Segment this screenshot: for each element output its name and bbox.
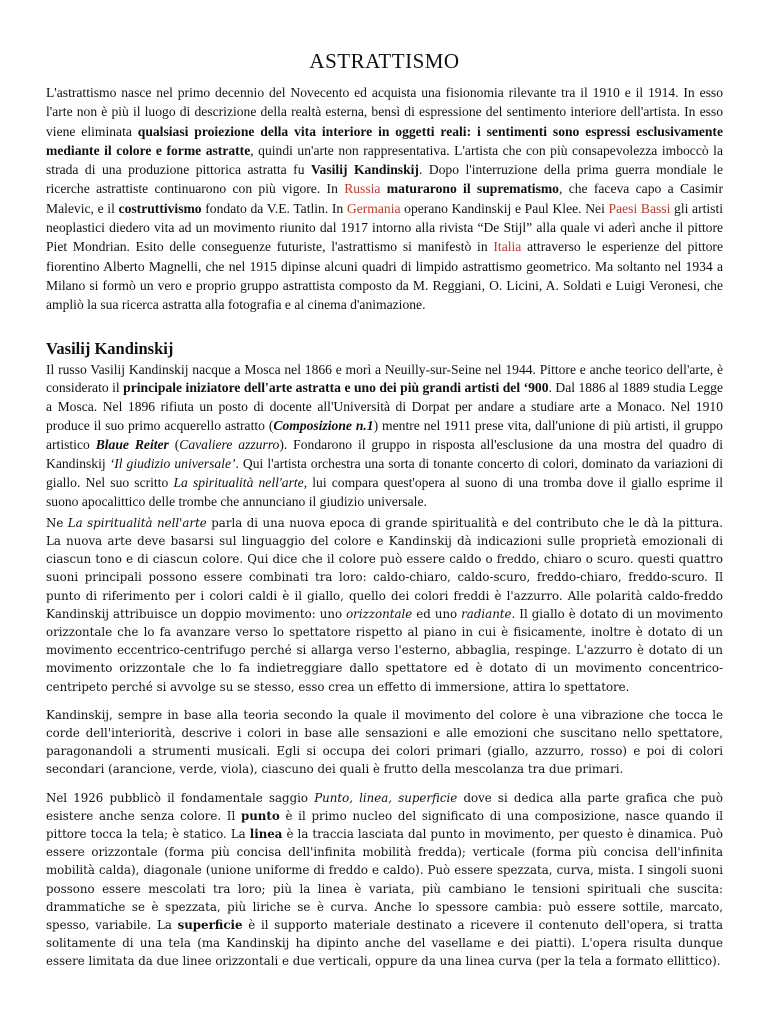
text-run: gli artisti neoplastici diedero vita ad un movimento riunito dal 1917 intorno alla rivista “De Stijl” alla quale vi aderì anche il pittore Piet Mondrian. Esito delle conseguenze futuriste, l'astrattismo si manifestò in <box>46 200 724 255</box>
text-run: Kandinskij, sempre in base alla teoria secondo la quale il movimento del colore è una vibrazione che tocca le corde dell'interiorità, descrive i colori in base alle sensazioni e alle emozioni che suscitano nello spettatore, paragonandoli a strumenti musicali. Egli si occupa dei colori primari (giallo, azzurro, rosso) e poi di colori secondari (arancione, verde, viola), ciascuno dei quali è frutto della mescolanza tra due primari. <box>46 707 723 777</box>
kandinskij-bio-paragraph <box>46 361 723 512</box>
text-run: La spiritualità nell'arte <box>67 515 207 530</box>
text-run: fondato da V.E. Tatlin. In <box>201 200 347 216</box>
text-run: . Qui l'artista orchestra una sorta di tonante concerto di colori, dominato da variazioni di giallo. Nel suo scritto <box>46 456 723 490</box>
text-run: ). Fondarono il gruppo in risposta all'esclusione da una mostra del quadro di Kandinskij <box>46 437 723 472</box>
text-run: Italia <box>493 239 522 255</box>
punto-linea-superficie-paragraph <box>46 789 723 971</box>
text-run: . Dopo l'interruzione della prima guerra mondiale le ricerche astrattiste continuarono con più vigore. In <box>46 162 723 197</box>
text-run: Cavaliere azzurro <box>179 437 280 453</box>
text-run: ed uno <box>412 606 462 621</box>
text-run: , quindi un'arte non rappresentativa. L'artista che con più consapevolezza imboccò la strada di una produzione pittorica astratta fu <box>46 142 723 178</box>
text-run: Punto, linea, superficie <box>314 790 458 805</box>
colori-paragraph <box>46 706 723 779</box>
text-run: Germania <box>346 200 401 216</box>
text-run: costruttivismo <box>118 200 202 216</box>
text-run: qualsiasi proiezione della vita interiore in oggetti reali: i sentimenti sono espressi esclusivamente mediante il colore e forme astratte <box>46 123 723 158</box>
text-run: radiante <box>461 606 512 621</box>
text-run: linea <box>249 827 283 842</box>
text-run: ‘Il giudizio universale’ <box>109 456 236 472</box>
text-run: è il primo nucleo del significato di una composizione, nasce quando il pittore tocca la tela; è statico. La <box>46 808 723 842</box>
text-run: . Dal 1886 al 1889 studia Legge a Mosca. Nel 1896 rifiuta un posto di docente all'Università di Dorpat per andare a studiare arte a Monaco. Nel 1910 produce il suo primo acquerello astratto ( <box>46 380 723 434</box>
text-run: ) mentre nel 1911 prese vita, dall'unione di più artisti, il gruppo artistico <box>46 418 723 453</box>
text-run: dove si dedica alla parte grafica che può esistere anche senza colore. Il <box>46 790 724 823</box>
text-run: è la traccia lasciata dal punto in movimento, per questo è dinamica. Può essere orizzontale (forma più concisa dell'infinita mobilità fredda); verticale (forma più concisa dell'infinita mobilità calda), diagonale (unione uniforme di freddo e caldo). Può essere spezzata, curva, mista. I singoli suoni possono essere mescolati tra loro; più la linea è variata, più cambiano le tensioni spirituali che suscita: drammatiche se è spezzata, più liriche se è curva. Anche lo spessore cambia: può essere sottile, marcato, spesso, variabile. La <box>46 827 723 933</box>
text-run: maturarono il suprematismo <box>386 181 559 197</box>
text-run: ( <box>168 437 180 453</box>
text-run: Vasilij Kandinskij <box>310 162 419 178</box>
text-run: Il russo Vasilij Kandinskij nacque a Mosca nel 1866 e morì a Neuilly-sur-Seine nel 1944. Pittore e anche teorico dell'arte, è considerato il <box>46 361 723 396</box>
text-run: , lui compara quest'opera al suono di una tromba dove il giallo esprime il suono apocalittico delle trombe che annunciano il giudizio universale. <box>46 475 723 509</box>
text-run: Nel 1926 pubblicò il fondamentale saggio <box>46 790 315 805</box>
text-run: , che faceva capo a Casimir Malevic, e il <box>46 181 723 216</box>
text-run: operano Kandinskij e Paul Klee. Nei <box>400 200 609 216</box>
document-title: ASTRATTISMO <box>309 49 460 73</box>
text-run: L'astrattismo nasce nel primo decennio del Novecento ed acquista una fisionomia rilevante tra il 1910 e il 1914. In esso l'arte non è più il luogo di descrizione della realtà esterna, bensì di espressione del sentimento interiore dell'artista. In esso viene eliminata <box>46 85 723 139</box>
text-run: principale iniziatore dell'arte astratta e uno dei più grandi artisti del ‘900 <box>123 380 549 396</box>
spiritualita-paragraph <box>46 514 723 696</box>
text-run: Composizione n.1 <box>273 418 374 434</box>
section-heading-kandinskij: Vasilij Kandinskij <box>46 338 174 358</box>
text-run: . Il giallo è dotato di un movimento orizzontale che lo fa avanzare verso lo spettatore rispetto al piano in cui è fisicamente, inoltre è dotato di un movimento eccentrico-centrifugo perché si allarga verso l'esterno, abbaglia, respinge. L'azzurro è dotato di un movimento orizzontale che lo fa indietreggiare dallo spettatore ed è dotato di un movimento concentrico-centripeto perché si avvolge su se stesso, esso crea un effetto di immersione, attira lo spettatore. <box>46 606 723 694</box>
text-run: punto <box>240 808 280 823</box>
text-run: Ne <box>46 515 68 530</box>
text-run: Blaue Reiter <box>95 437 169 453</box>
text-run: orizzontale <box>346 606 413 621</box>
text-run: superficie <box>177 918 243 933</box>
text-run: Paesi Bassi <box>608 200 671 216</box>
text-run: è il supporto materiale destinato a ricevere il contenuto dell'opera, si tratta solitamente di una tela (ma Kandinskij ha dipinto anche del vasellame e dei piatti). L'opera risulta dunque essere limitata da due linee orizzontali e due verticali, oppure da una linea curva (per la tela a formato ellittico). <box>46 918 723 969</box>
intro-paragraph <box>46 83 723 315</box>
text-run: attraverso le esperienze del pittore fiorentino Alberto Magnelli, che nel 1915 dipinse alcuni quadri di limpido astrattismo geometrico. Ma soltanto nel 1934 a Milano si formò un vero e proprio gruppo astrattista composto da M. Reggiani, O. Licini, A. Soldati e Luigi Veronesi, che ampliò la sua ricerca astratta alla fotografia e al cinema d'animazione. <box>46 239 723 313</box>
text-run: La spiritualità nell'arte <box>173 475 304 490</box>
text-run: parla di una nuova epoca di grande spiritualità e del contributo che le dà la pittura. La nuova arte deve basarsi sul linguaggio del colore e Kandinskij dà indicazioni sulle proprietà emozionali di ciascun tono e di ciascun colore. Qui dice che il colore può essere caldo o freddo, chiaro o scuro. questi quattro suoni principali possono essere combinati tra loro: caldo-chiaro, caldo-scuro, freddo-chiaro, freddo-scuro. Il punto di riferimento per i colori caldi è il giallo, quello dei colori freddi è l'azzurro. Alle polarità caldo-freddo Kandinskij attribuisce un doppio movimento: uno <box>46 515 723 621</box>
text-run: Russia <box>344 181 381 197</box>
